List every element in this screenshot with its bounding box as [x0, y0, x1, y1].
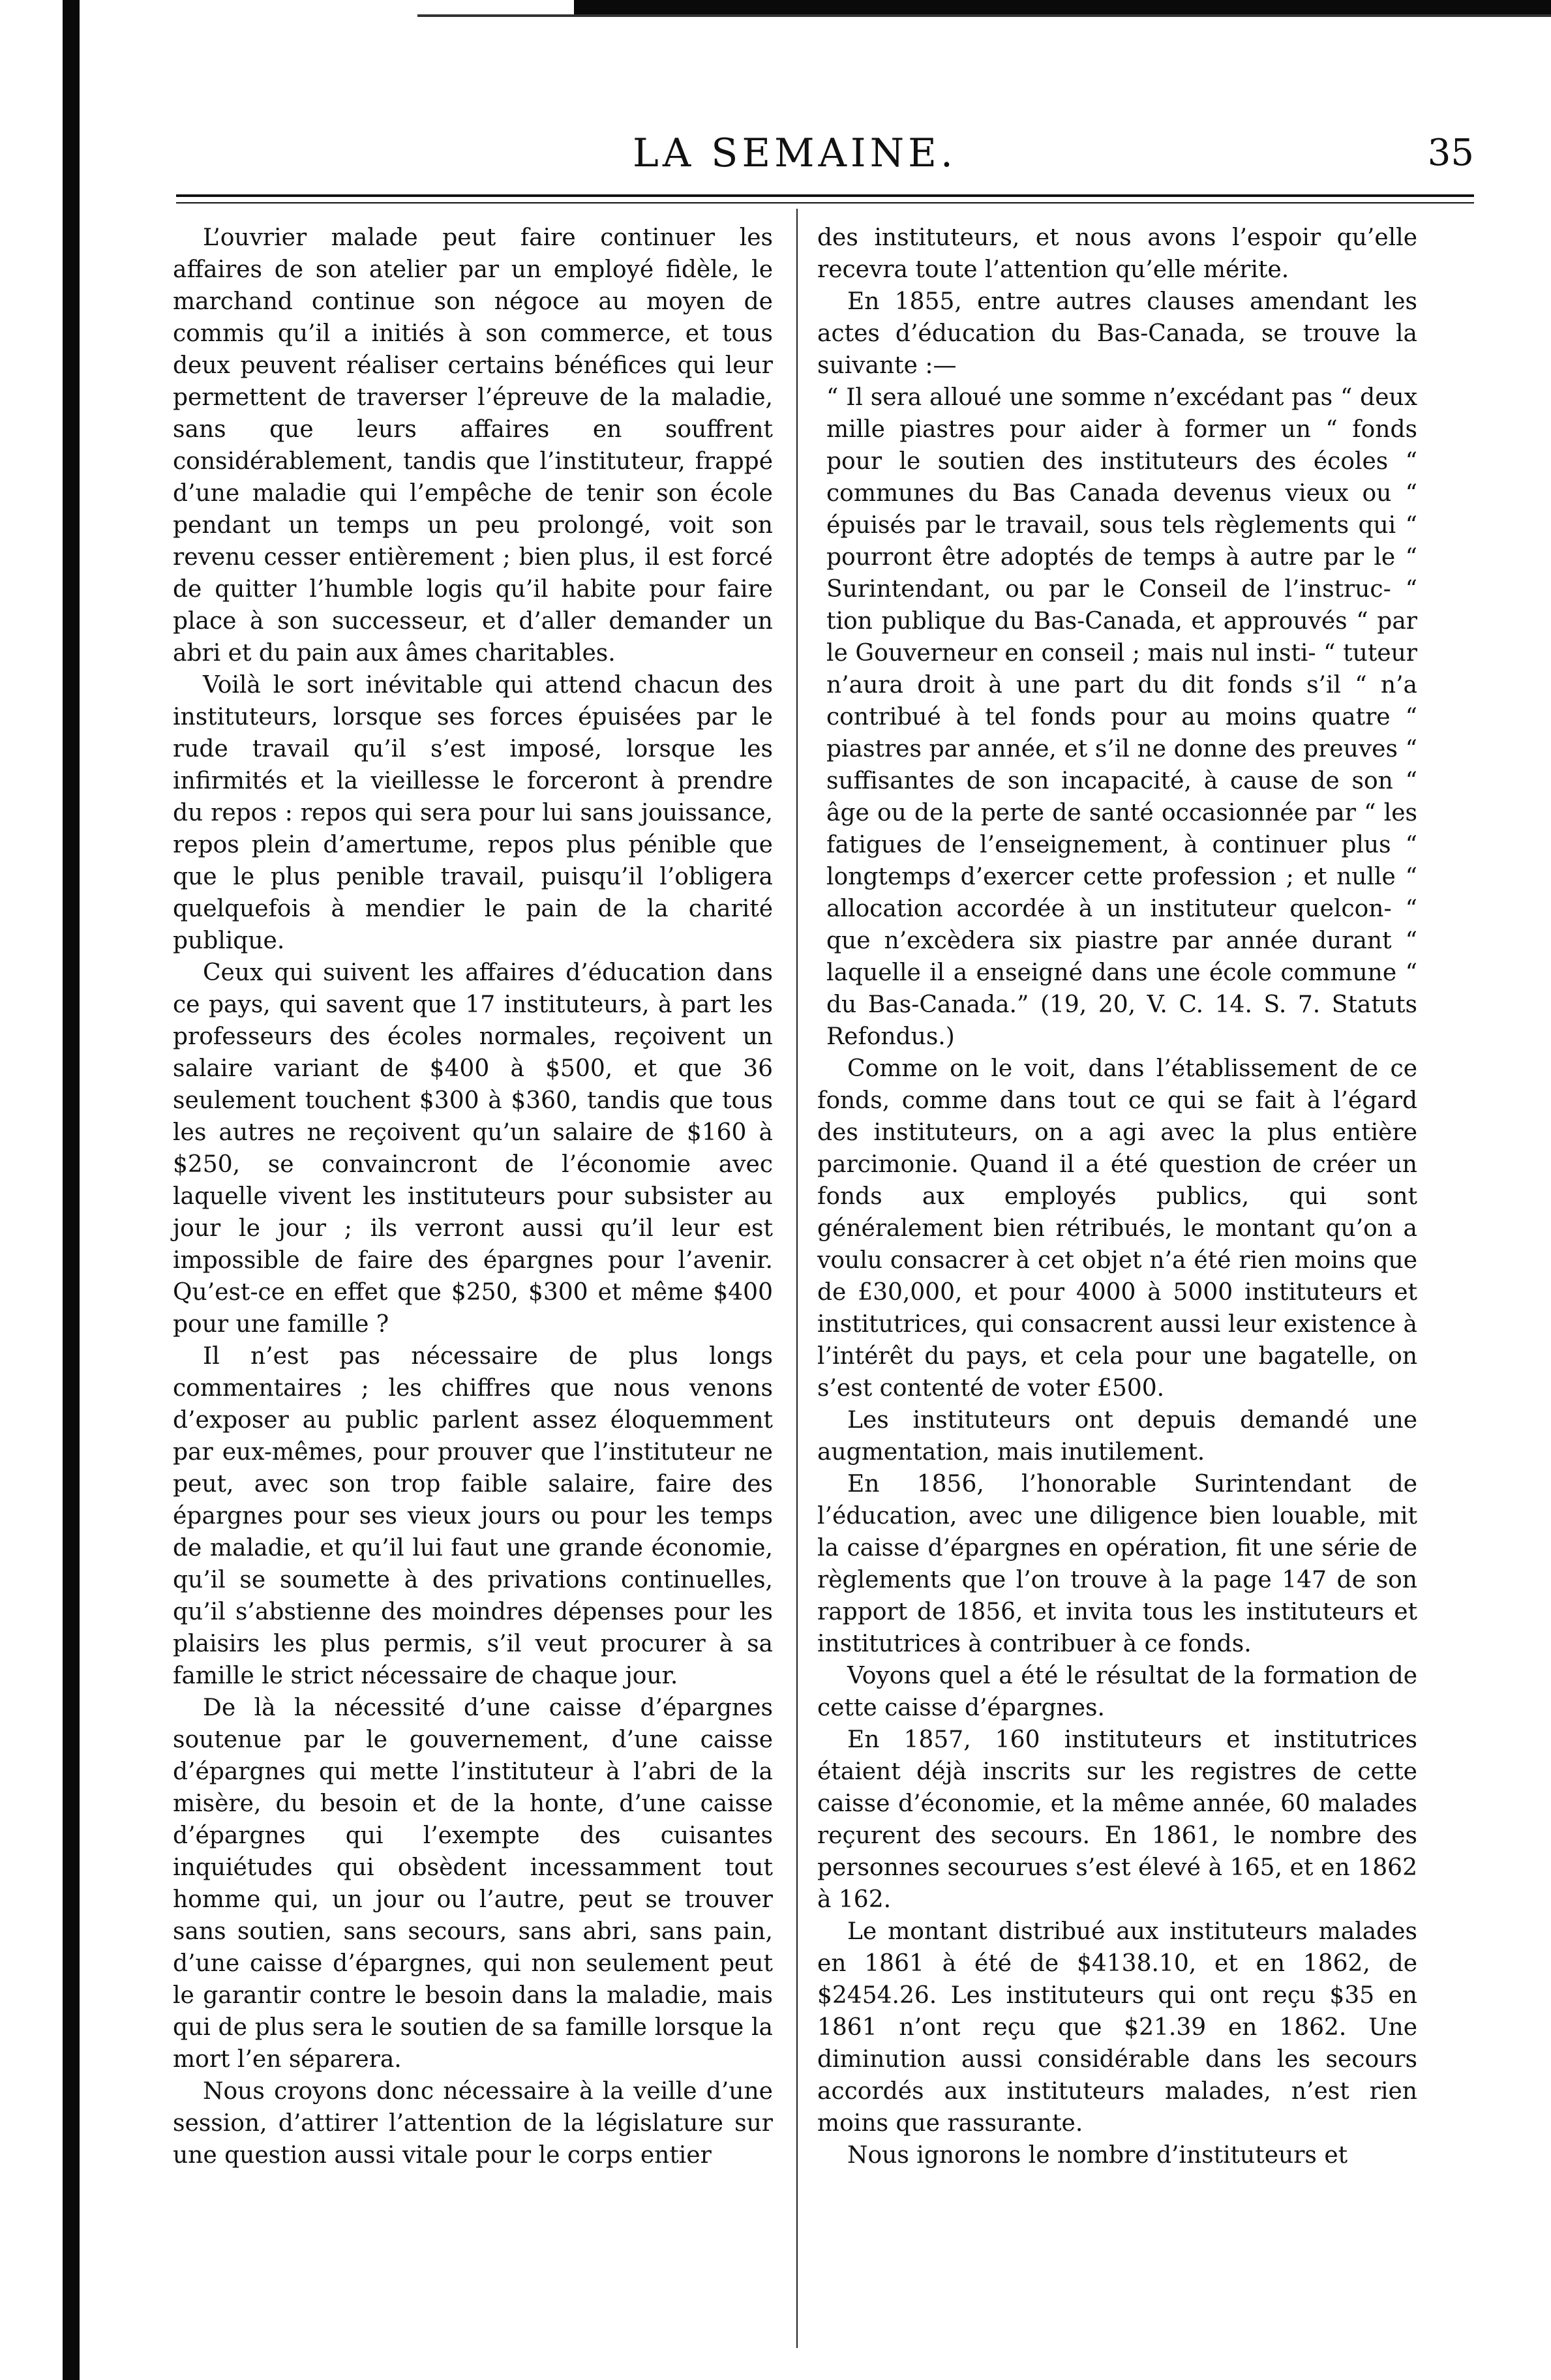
- paragraph: Voyons quel a été le résultat de la formation de cette caisse d’épargnes.: [817, 1663, 1417, 1721]
- paragraph: Le montant distribué aux instituteurs malades en 1861 à été de $4138.10, et en 1862, de $2454.26. Les instituteurs qui ont reçu $35 en 1861 n’ont reçu que $21.39 en 1862. Une diminution aussi considérable dans les secours accordés aux instituteurs malades, n’est rien moins que rassurante.: [817, 1918, 1417, 2137]
- quoted-statute: “ Il sera alloué une somme n’excédant pas “ deux mille piastres pour aider à former un “ fonds pour le soutien des instituteurs des écoles “ communes du Bas Canada devenus vieux ou “ épuisés par le travail, sous tels règlements qui “ pourront être adoptés de temps à autre par le “ Surintendant, ou par le Conseil de l’instruc- “ tion publique du Bas-Canada, et approuvés “ par le Gouverneur en conseil ; mais nul insti- “ tuteur n’aura droit à une part du dit fonds s’il “ n’a contribué à tel fonds pour au moins quatre “ piastres par année, et s’il ne donne des preuves “ suffisantes de son incapacité, à cause de son “ âge ou de la perte de santé occasionnée par “ les fatigues de l’enseignement, à continuer plus “ longtemps d’exercer cette profession ; et nulle “ allocation accordée à un instituteur quelcon- “ que n’excèdera six piastre par année durant “ laquelle il a enseigné dans une école commune “ du Bas-Canada.” (19, 20, V. C. 14. S. 7. Statuts Refondus.): [826, 384, 1417, 1050]
- page-number: 35: [1427, 132, 1474, 174]
- header-rule-thin: [176, 202, 1474, 203]
- page-header: [176, 127, 1474, 179]
- running-title: LA SEMAINE.: [633, 130, 957, 176]
- paragraph: Voilà le sort inévitable qui attend chacun des instituteurs, lorsque ses forces épuisées par le rude travail qu’il s’est imposé, lorsque les infirmités et la vieillesse le forceront à prendre du repos : repos qui sera pour lui sans jouissance, repos plein d’amertume, repos plus pénible que que le plus penible travail, puisqu’il l’obligera quelquefois à mendier le pain de la charité publique.: [173, 672, 773, 954]
- continued-paragraph: des instituteurs, et nous avons l’espoir qu’elle recevra toute l’attention qu’elle mérite.: [817, 224, 1417, 283]
- paragraph: En 1855, entre autres clauses amendant les actes d’éducation du Bas-Canada, se trouve la suivante :—: [817, 288, 1417, 379]
- left-column: [173, 222, 773, 2171]
- paragraph: De là la nécessité d’une caisse d’épargnes soutenue par le gouvernement, d’une caisse d’épargnes qui mette l’instituteur à l’abri de la misère, du besoin et de la honte, d’une caisse d’épargnes qui l’exempte des cuisantes inquiétudes qui obsèdent incessamment tout homme qui, un jour ou l’autre, peut se trouver sans soutien, sans secours, sans abri, sans pain, d’une caisse d’épargnes, qui non seulement peut le garantir contre le besoin dans la maladie, mais qui de plus sera le soutien de sa famille lorsque la mort l’en séparera.: [173, 1695, 773, 2073]
- paragraph: Nous ignorons le nombre d’instituteurs et: [847, 2142, 1348, 2169]
- paragraph: En 1856, l’honorable Surintendant de l’éducation, avec une diligence bien louable, mit la caisse d’épargnes en opération, fit une série de règlements que l’on trouve à la page 147 de son rapport de 1856, et invita tous les instituteurs et institutrices à contribuer à ce fonds.: [817, 1471, 1417, 1657]
- right-column: [817, 222, 1417, 2171]
- paragraph: Ceux qui suivent les affaires d’éducation dans ce pays, qui savent que 17 instituteurs, à part les professeurs des écoles normales, reçoivent un salaire variant de $400 à $500, et que 36 seulement touchent $300 à $360, tandis que tous les autres ne reçoivent qu’un salaire de $160 à $250, se convaincront de l’économie avec laquelle vivent les instituteurs pour subsister au jour le jour ; ils verront aussi qu’il leur est impossible de faire des épargnes pour l’avenir. Qu’est-ce en effet que $250, $300 et même $400 pour une famille ?: [173, 959, 773, 1338]
- paragraph: Nous croyons donc nécessaire à la veille d’une session, d’attirer l’attention de la législature sur une question aussi vitale pour le corps entier: [173, 2078, 773, 2169]
- paragraph: Il n’est pas nécessaire de plus longs commentaires ; les chiffres que nous venons d’exposer au public parlent assez éloquemment par eux-mêmes, pour prouver que l’instituteur ne peut, avec son trop faible salaire, faire des épargnes pour ses vieux jours ou pour les temps de maladie, et qu’il lui faut une grande économie, qu’il se soumette à des privations continuelles, qu’il s’abstienne des moindres dépenses pour les plaisirs les plus permis, s’il veut procurer à sa famille le strict nécessaire de chaque jour.: [173, 1343, 773, 1689]
- paragraph: L’ouvrier malade peut faire continuer les affaires de son atelier par un employé fidèle, le marchand continue son négoce au moyen de commis qu’il a initiés à son commerce, et tous deux peuvent réaliser certains bénéfices qui leur permettent de traverser l’épreuve de la maladie, sans que leurs affaires en souffrent considérablement, tandis que l’instituteur, frappé d’une maladie qui l’empêche de tenir son école pendant un temps un peu prolongé, voit son revenu cesser entièrement ; bien plus, il est forcé de quitter l’humble logis qu’il habite pour faire place à son successeur, et d’aller demander un abri et du pain aux âmes charitables.: [173, 224, 773, 667]
- header-rule-thick: [176, 194, 1474, 197]
- scan-top-edge: [574, 0, 1551, 14]
- paragraph: En 1857, 160 instituteurs et institutrices étaient déjà inscrits sur les registres de cette caisse d’économie, et la même année, 60 malades reçurent des secours. En 1861, le nombre des personnes secourues s’est élevé à 165, et en 1862 à 162.: [817, 1726, 1417, 1913]
- scan-binding-edge: [63, 0, 80, 2380]
- paragraph: Les instituteurs ont depuis demandé une augmentation, mais inutilement.: [817, 1407, 1417, 1466]
- column-divider: [796, 209, 798, 2348]
- paragraph: Comme on le voit, dans l’établissement de ce fonds, comme dans tout ce qui se fait à l’égard des instituteurs, on a agi avec la plus entière parcimonie. Quand il a été question de créer un fonds aux employés publics, qui sont généralement bien rétribués, le montant qu’on a voulu consacrer à cet objet n’a été rien moins que de £30,000, et pour 4000 à 5000 instituteurs et institutrices, qui consacrent aussi leur existence à l’intérêt du pays, et cela pour une bagatelle, on s’est contenté de voter £500.: [817, 1055, 1417, 1402]
- scan-top-edge-thin: [417, 14, 1551, 17]
